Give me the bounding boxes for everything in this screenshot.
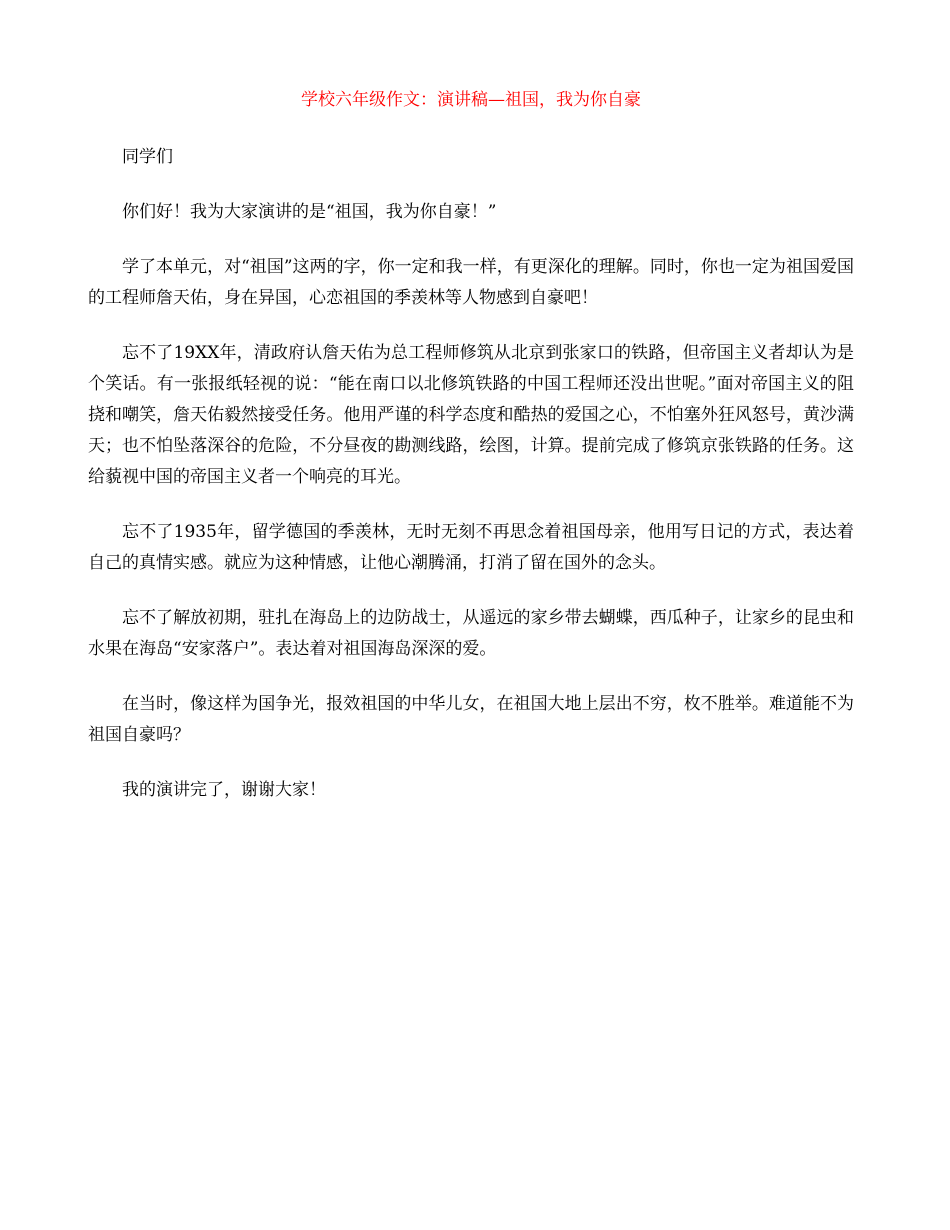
paragraph-intro: 学了本单元，对“祖国”这两的字，你一定和我一样，有更深化的理解。同时，你也一定为祖国爱国的工程师詹天佑，身在异国，心恋祖国的季羡林等人物感到自豪吧！ xyxy=(88,257,854,308)
document-title: 学校六年级作文：演讲稿—祖国，我为你自豪 xyxy=(301,90,641,110)
paragraph-border-soldiers: 忘不了解放初期，驻扎在海岛上的边防战士，从遥远的家乡带去蝴蝶，西瓜种子，让家乡的昆虫和水果在海岛“安家落户”。表达着对祖国海岛深深的爱。 xyxy=(88,608,854,659)
paragraph-zhan-tianyou: 忘不了19XX年，清政府认詹天佑为总工程师修筑从北京到张家口的铁路，但帝国主义者却认为是个笑话。有一张报纸轻视的说：“能在南口以北修筑铁路的中国工程师还没出世呢。”面对帝国主义的阻挠和嘲笑，詹天佑毅然接受任务。他用严谨的科学态度和酷热的爱国之心，不怕塞外狂风怒号，黄沙满天；也不怕坠落深谷的危险，不分昼夜的勘测线路，绘图，计算。提前完成了修筑京张铁路的任务。这给藐视中国的帝国主义者一个响亮的耳光。 xyxy=(88,343,854,487)
paragraph-conclusion: 在当时，像这样为国争光，报效祖国的中华儿女，在祖国大地上层出不穷，枚不胜举。难道能不为祖国自豪吗？ xyxy=(88,694,854,745)
paragraph-opening: 你们好！我为大家演讲的是“祖国，我为你自豪！” xyxy=(122,202,497,222)
paragraph-ji-xianlin: 忘不了1935年，留学德国的季羡林，无时无刻不再思念着祖国母亲，他用写日记的方式，表达着自己的真情实感。就应为这种情感，让他心潮腾涌，打消了留在国外的念头。 xyxy=(88,522,854,573)
paragraph-greeting: 同学们 xyxy=(122,147,173,167)
paragraph-closing: 我的演讲完了，谢谢大家！ xyxy=(122,780,326,800)
